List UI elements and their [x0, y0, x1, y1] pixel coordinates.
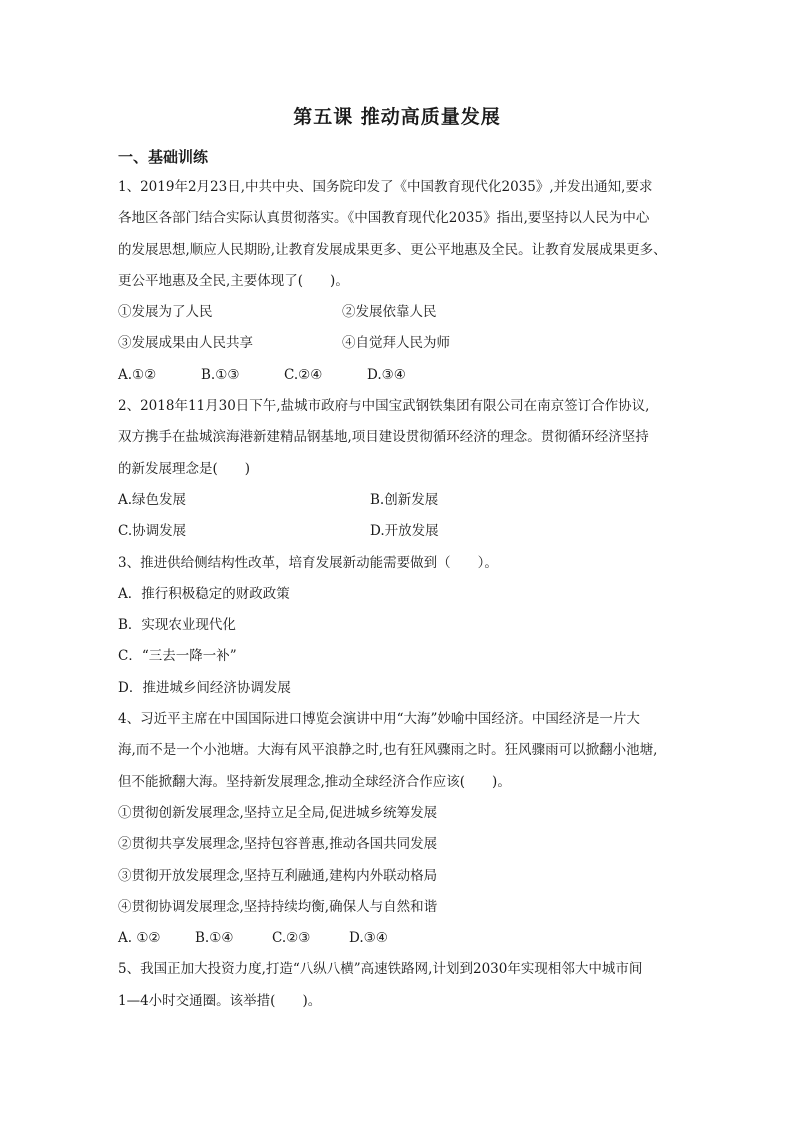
- page-title: 第五课 推动高质量发展: [293, 106, 501, 128]
- question-text-line: 的新发展理念是( ): [118, 460, 251, 477]
- option-b[interactable]: B．实现农业现代化: [118, 617, 236, 634]
- answer-options: [118, 360, 684, 391]
- statement-2: ②发展依靠人民: [342, 304, 437, 321]
- statement-3: ③贯彻开放发展理念,坚持互利融通,建构内外联动格局: [118, 867, 438, 884]
- question-text-line: 5、我国正加大投资力度,打造“八纵八横”高速铁路网,计划到2030年实现相邻大中城市间: [118, 961, 643, 978]
- statement-1: ①贯彻创新发展理念,坚持立足全局,促进城乡统筹发展: [118, 804, 438, 821]
- answer-options: [118, 516, 684, 547]
- section-heading: 一、基础训练: [118, 148, 209, 166]
- option-d[interactable]: D.③④: [349, 930, 388, 947]
- question-text-line: 1—4小时交通圈。该举措( )。: [118, 992, 322, 1009]
- question-text-line: 2、2018年11月30日下午,盐城市政府与中国宝武钢铁集团有限公司在南京签订合作协议,: [118, 398, 650, 415]
- statement-1: ①发展为了人民: [118, 304, 213, 321]
- question-3: [118, 548, 684, 704]
- answer-options: [118, 485, 684, 516]
- question-2: [118, 391, 684, 547]
- question-list: [118, 172, 684, 1017]
- statement-row: [118, 297, 684, 328]
- statement-row: [118, 328, 684, 359]
- option-a[interactable]: A. ①②: [118, 930, 161, 947]
- question-text-line: 4、习近平主席在中国国际进口博览会演讲中用“大海”妙喻中国经济。中国经济是一片大: [118, 711, 640, 728]
- answer-options: [118, 923, 684, 954]
- question-text-line: 更公平地惠及全民,主要体现了( )。: [118, 272, 349, 289]
- option-a[interactable]: A.绿色发展: [118, 491, 187, 508]
- option-b[interactable]: B.①④: [195, 930, 234, 947]
- question-4: [118, 704, 684, 954]
- statement-3: ③发展成果由人民共享: [118, 335, 253, 352]
- option-d[interactable]: D．推进城乡间经济协调发展: [118, 679, 291, 696]
- question-1: [118, 172, 684, 391]
- question-5: [118, 954, 684, 1017]
- option-b[interactable]: B.创新发展: [370, 491, 439, 508]
- question-text-line: 海,而不是一个小池塘。大海有风平浪静之时,也有狂风骤雨之时。狂风骤雨可以掀翻小池塘,: [118, 742, 658, 759]
- option-d[interactable]: D.开放发展: [370, 523, 439, 540]
- statement-4: ④贯彻协调发展理念,坚持持续均衡,确保人与自然和谐: [118, 898, 438, 915]
- option-c[interactable]: C.②③: [272, 930, 311, 947]
- option-a[interactable]: A.①②: [118, 366, 157, 383]
- option-c[interactable]: C．“三去一降一补”: [118, 648, 237, 665]
- question-text-line: 各地区各部门结合实际认真贯彻落实。《中国教育现代化2035》指出,要坚持以人民为中心: [118, 210, 650, 227]
- option-c[interactable]: C.②④: [284, 366, 323, 383]
- question-text-line: 但不能掀翻大海。坚持新发展理念,推动全球经济合作应该( )。: [118, 773, 511, 790]
- option-b[interactable]: B.①③: [201, 366, 240, 383]
- question-text-line: 双方携手在盐城滨海港新建精品钢基地,项目建设贯彻循环经济的理念。贯彻循环经济坚持: [118, 429, 649, 446]
- option-c[interactable]: C.协调发展: [118, 523, 187, 540]
- question-text-line: 的发展思想,顺应人民期盼,让教育发展成果更多、更公平地惠及全民。让教育发展成果更多、: [118, 241, 667, 258]
- statement-2: ②贯彻共享发展理念,坚持包容普惠,推动各国共同发展: [118, 836, 438, 853]
- question-text-line: 1、2019年2月23日,中共中央、国务院印发了《中国教育现代化2035》,并发出通知,要求: [118, 179, 653, 195]
- option-a[interactable]: A．推行积极稳定的财政政策: [118, 585, 290, 602]
- option-d[interactable]: D.③④: [367, 366, 406, 383]
- statement-4: ④自觉拜人民为师: [342, 335, 450, 352]
- question-text-line: 3、推进供给侧结构性改革，培育发展新动能需要做到（ ）。: [118, 554, 498, 571]
